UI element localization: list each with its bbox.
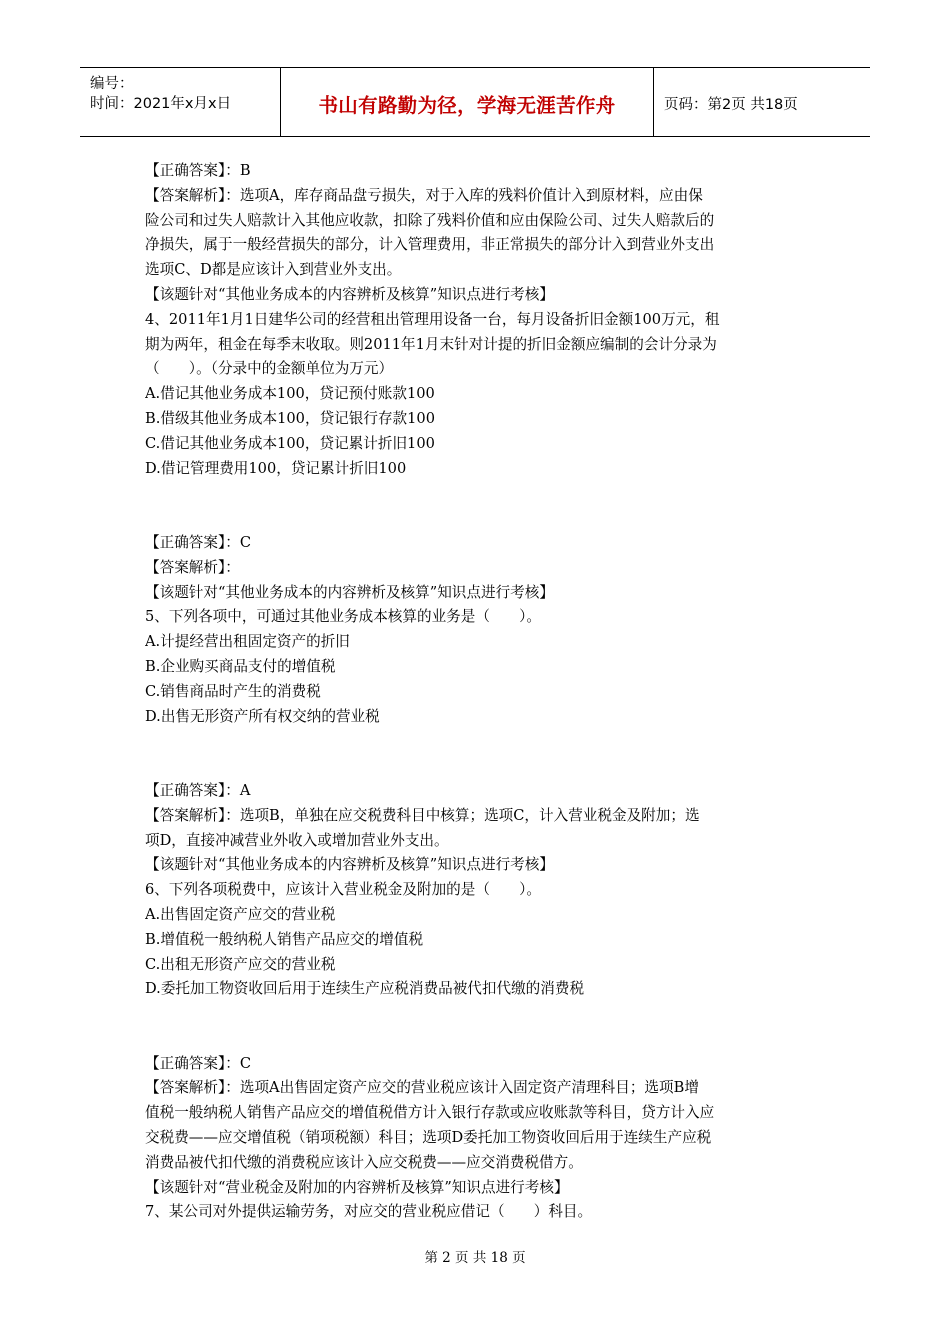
blank-line: [145, 729, 810, 754]
page-footer: 第 2 页 共 18 页: [424, 1250, 526, 1266]
text-line: 【正确答案】：C: [145, 533, 252, 551]
text-line: 【答案解析】：选项B，单独在应交税费科目中核算；选项C，计入营业税金及附加；选: [145, 806, 700, 824]
text-line: 5、下列各项中，可通过其他业务成本核算的业务是（ ）。: [145, 608, 542, 626]
blank-line: [145, 754, 810, 779]
blank-line: [145, 1002, 810, 1027]
text-line: 【该题针对“营业税金及附加的内容辨析及核算”知识点进行考核】: [145, 1178, 569, 1196]
number-label: 编号：: [90, 76, 134, 92]
header-info-cell: [80, 68, 281, 136]
text-line: B.借级其他业务成本100，贷记银行存款100: [145, 409, 435, 427]
text-line: 期为两年，租金在每季末收取。则2011年1月末针对计提的折旧金额应编制的会计分录为: [145, 335, 717, 353]
text-line: A.出售固定资产应交的营业税: [145, 905, 336, 923]
text-line: D.委托加工物资收回后用于连续生产应税消费品被代扣代缴的消费税: [145, 980, 585, 998]
text-line: 值税一般纳税人销售产品应交的增值税借方计入银行存款或应收账款等科目，贷方计入应: [145, 1104, 715, 1122]
header-motto-cell: [281, 68, 654, 136]
text-line: 净损失，属于一般经营损失的部分，计入管理费用，非正常损失的部分计入到营业外支出: [145, 236, 715, 254]
text-line: A.计提经营出租固定资产的折旧: [145, 633, 350, 651]
text-line: 【正确答案】：B: [145, 162, 251, 179]
text-line: D.出售无形资产所有权交纳的营业税: [145, 707, 380, 725]
text-line: （ ）。（分录中的金额单位为万元）: [145, 360, 394, 378]
text-line: B.增值税一般纳税人销售产品应交的增值税: [145, 930, 424, 948]
blank-line: [145, 1027, 810, 1052]
page-header: [80, 67, 870, 137]
text-line: 【答案解析】：选项A出售固定资产应交的营业税应该计入固定资产清理科目；选项B增: [145, 1079, 699, 1097]
time-label: 时间：2021年x月x日: [90, 96, 232, 112]
blank-line: [145, 481, 810, 506]
text-line: 【正确答案】：C: [145, 1054, 252, 1072]
text-line: D.借记管理费用100，贷记累计折旧100: [145, 459, 407, 477]
text-line: 【答案解析】：: [145, 558, 240, 576]
text-line: 【该题针对“其他业务成本的内容辨析及核算”知识点进行考核】: [145, 285, 554, 303]
text-line: 项D，直接冲减营业外收入或增加营业外支出。: [145, 831, 449, 849]
text-line: 6、下列各项税费中，应该计入营业税金及附加的是（ ）。: [145, 881, 542, 899]
text-line: B.企业购买商品支付的增值税: [145, 657, 336, 675]
text-line: 交税费——应交增值税（销项税额）科目；选项D委托加工物资收回后用于连续生产应税: [145, 1129, 712, 1147]
text-line: 【正确答案】：A: [145, 781, 251, 799]
document-body: [145, 159, 810, 1225]
text-line: C.销售商品时产生的消费税: [145, 682, 321, 700]
text-line: 选项C、D都是应该计入到营业外支出。: [145, 261, 402, 279]
text-line: 【该题针对“其他业务成本的内容辨析及核算”知识点进行考核】: [145, 583, 554, 601]
text-line: 险公司和过失人赔款计入其他应收款，扣除了残料价值和应由保险公司、过失人赔款后的: [145, 211, 715, 229]
text-line: 7、某公司对外提供运输劳务，对应交的营业税应借记（ ）科目。: [145, 1203, 593, 1221]
text-line: C.出租无形资产应交的营业税: [145, 955, 336, 973]
header-page-cell: [654, 68, 870, 136]
text-line: 【答案解析】：选项A，库存商品盘亏损失，对于入库的残料价值计入到原材料，应由保: [145, 186, 703, 204]
page-code: 页码：第2页 共18页: [664, 97, 798, 113]
motto: 书山有路勤为径，学海无涯苦作舟: [318, 94, 616, 117]
text-line: C.借记其他业务成本100，贷记累计折旧100: [145, 434, 435, 452]
blank-line: [145, 506, 810, 531]
text-line: 【该题针对“其他业务成本的内容辨析及核算”知识点进行考核】: [145, 856, 554, 874]
text-line: 消费品被代扣代缴的消费税应该计入应交税费——应交消费税借方。: [145, 1153, 583, 1171]
text-line: A.借记其他业务成本100，贷记预付账款100: [145, 385, 435, 403]
text-line: 4、2011年1月1日建华公司的经营租出管理用设备一台，每月设备折旧金额100万元，租: [145, 310, 720, 328]
